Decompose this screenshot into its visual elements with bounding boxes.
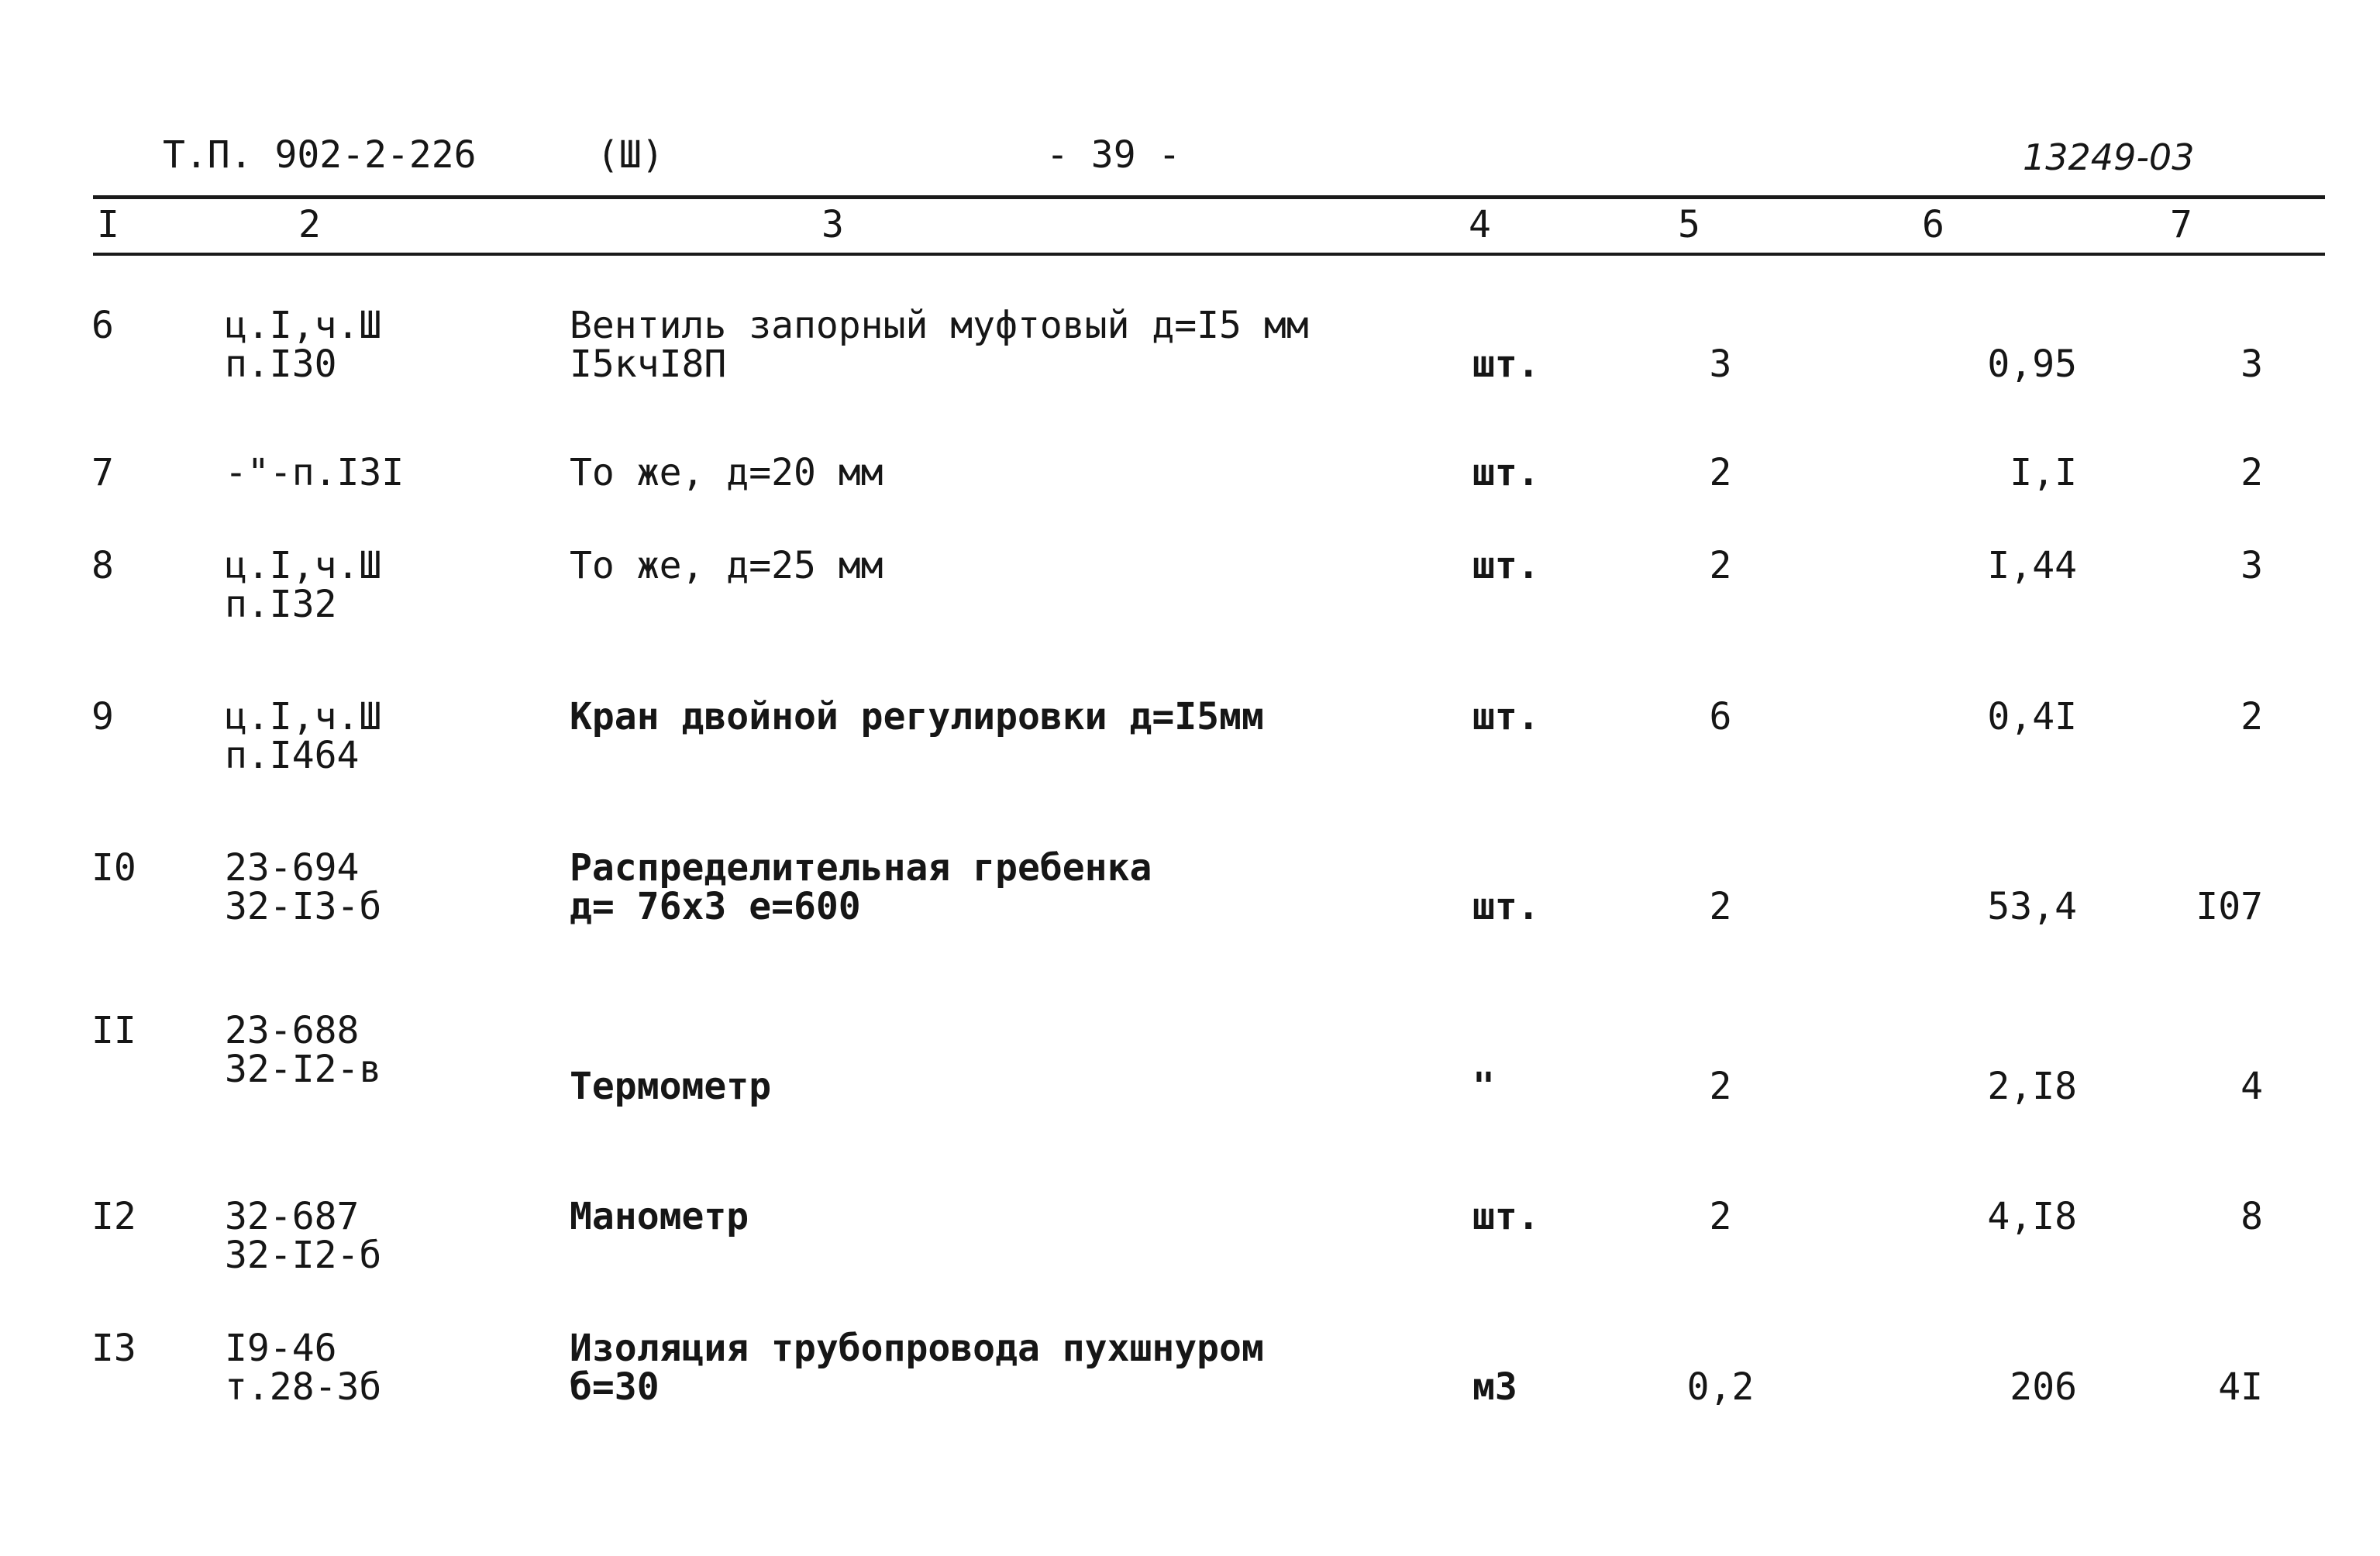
- cell-price: 206: [2010, 1365, 2077, 1409]
- cell-price: I,44: [1987, 544, 2077, 587]
- cell-code1: -"-п.I3I: [225, 451, 405, 494]
- cell-qty: 2: [1709, 885, 1732, 928]
- column-number: 2: [298, 203, 321, 246]
- cell-n: 9: [91, 695, 114, 738]
- column-number: I: [97, 203, 119, 246]
- doc-code: Т.П. 902-2-226: [163, 133, 477, 177]
- column-number: 4: [1469, 203, 1491, 246]
- cell-code2: 32-I2-б: [225, 1234, 382, 1277]
- cell-price: 0,95: [1987, 343, 2077, 386]
- cell-n: I0: [91, 846, 136, 890]
- cell-qty: 2: [1709, 451, 1732, 494]
- cell-qty: 2: [1709, 1195, 1732, 1238]
- cell-code1: ц.I,ч.Ш: [225, 304, 382, 347]
- cell-qty: 6: [1709, 695, 1732, 738]
- cell-qty: 3: [1709, 343, 1732, 386]
- cell-code2: п.I30: [225, 343, 337, 386]
- cell-n: I2: [91, 1195, 136, 1238]
- cell-code1: 23-694: [225, 846, 360, 890]
- cell-total: 4I: [2218, 1365, 2263, 1409]
- table-header-rule: [93, 253, 2325, 256]
- cell-name2: б=30: [570, 1365, 660, 1409]
- cell-unit: шт.: [1472, 885, 1540, 928]
- cell-n: 6: [91, 304, 114, 347]
- cell-code2: т.28-3б: [225, 1365, 382, 1409]
- cell-unit: ": [1472, 1065, 1495, 1108]
- cell-code1: ц.I,ч.Ш: [225, 544, 382, 587]
- cell-unit: шт.: [1472, 343, 1540, 386]
- column-number: 6: [1922, 203, 1944, 246]
- table-top-rule: [93, 195, 2325, 199]
- cell-unit: шт.: [1472, 695, 1540, 738]
- cell-name1: То же, д=20 мм: [570, 451, 883, 494]
- inventory-number: 13249-03: [2023, 136, 2195, 178]
- cell-qty: 0,2: [1686, 1365, 1755, 1409]
- column-number: 3: [821, 203, 844, 246]
- cell-n: II: [91, 1009, 136, 1052]
- cell-total: I07: [2196, 885, 2263, 928]
- cell-code2: п.I464: [225, 734, 360, 777]
- column-number: 7: [2170, 203, 2192, 246]
- cell-unit: м3: [1472, 1365, 1517, 1409]
- cell-total: 3: [2241, 544, 2263, 587]
- cell-name1: Манометр: [570, 1195, 749, 1238]
- cell-code1: 32-687: [225, 1195, 360, 1238]
- cell-unit: шт.: [1472, 1195, 1540, 1238]
- cell-n: I3: [91, 1327, 136, 1370]
- part-number: (Ш): [597, 133, 664, 177]
- cell-qty: 2: [1709, 544, 1732, 587]
- cell-name1: Термометр: [570, 1065, 772, 1108]
- cell-name1: Изоляция трубопровода пухшнуром: [570, 1327, 1264, 1370]
- cell-n: 7: [91, 451, 114, 494]
- cell-code1: 23-688: [225, 1009, 360, 1052]
- cell-name2: I5кчI8П: [570, 343, 727, 386]
- cell-total: 2: [2241, 695, 2263, 738]
- cell-price: 0,4I: [1987, 695, 2077, 738]
- cell-unit: шт.: [1472, 544, 1540, 587]
- cell-unit: шт.: [1472, 451, 1540, 494]
- cell-code1: ц.I,ч.Ш: [225, 695, 382, 738]
- cell-name1: Кран двойной регулировки д=I5мм: [570, 695, 1264, 738]
- cell-code2: п.I32: [225, 583, 337, 626]
- cell-name1: Вентиль запорный муфтовый д=I5 мм: [570, 304, 1309, 347]
- cell-total: 8: [2241, 1195, 2263, 1238]
- cell-total: 2: [2241, 451, 2263, 494]
- cell-code2: 32-I2-в: [225, 1048, 382, 1091]
- cell-name1: То же, д=25 мм: [570, 544, 883, 587]
- cell-n: 8: [91, 544, 114, 587]
- cell-qty: 2: [1709, 1065, 1732, 1108]
- page-number: - 39 -: [1046, 133, 1181, 177]
- cell-price: 2,I8: [1987, 1065, 2077, 1108]
- cell-name1: Распределительная гребенка: [570, 846, 1152, 890]
- column-number: 5: [1678, 203, 1700, 246]
- cell-total: 3: [2241, 343, 2263, 386]
- cell-price: I,I: [2010, 451, 2077, 494]
- cell-price: 53,4: [1987, 885, 2077, 928]
- cell-total: 4: [2241, 1065, 2263, 1108]
- cell-code2: 32-I3-б: [225, 885, 382, 928]
- cell-code1: I9-46: [225, 1327, 337, 1370]
- cell-price: 4,I8: [1987, 1195, 2077, 1238]
- cell-name2: д= 76х3 е=600: [570, 885, 861, 928]
